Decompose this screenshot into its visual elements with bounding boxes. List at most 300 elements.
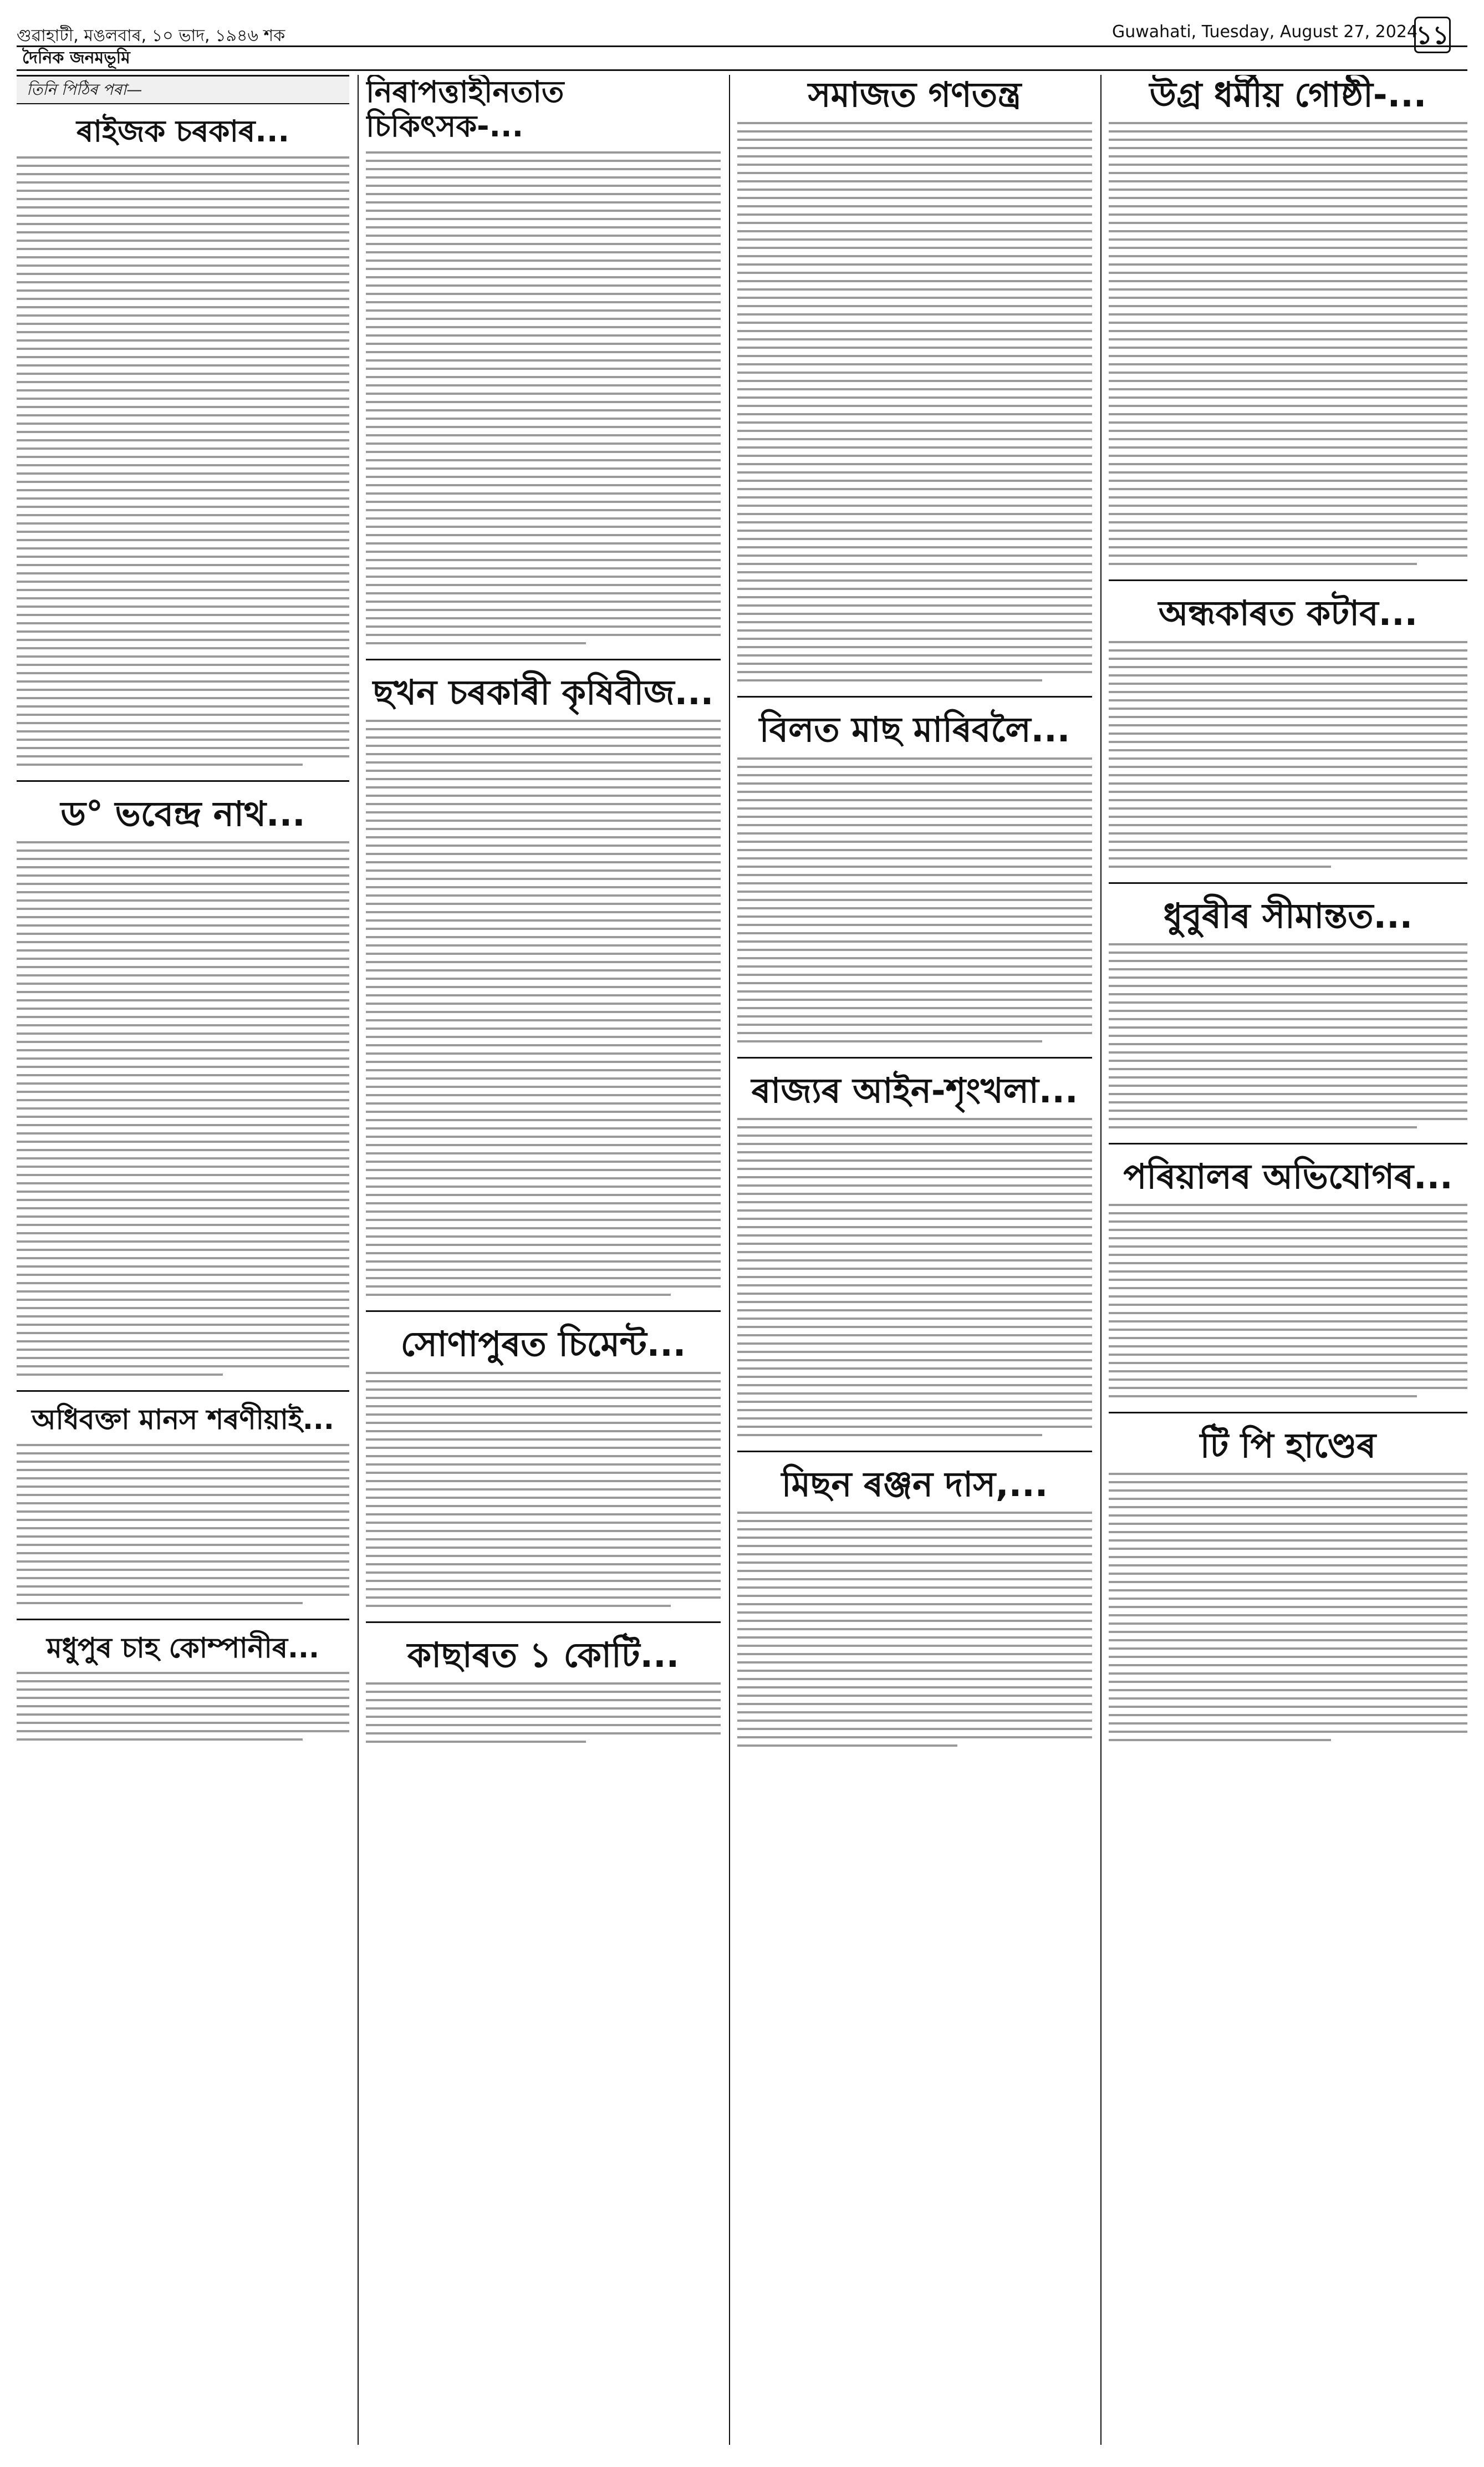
text-line: [17, 1141, 349, 1143]
text-line: [17, 966, 349, 968]
text-line: [17, 514, 349, 516]
text-line: [17, 264, 349, 267]
text-line: [17, 273, 349, 275]
text-line: [1109, 1481, 1467, 1483]
text-line: [737, 646, 1092, 648]
text-line: [366, 368, 721, 370]
page-number: ১১: [1414, 17, 1451, 53]
text-line: [366, 1061, 721, 1063]
text-line: [1109, 347, 1467, 349]
text-line: [366, 1177, 721, 1179]
text-line: [1109, 1362, 1467, 1364]
text-line: [17, 381, 349, 383]
text-line: [737, 222, 1092, 224]
text-line: [366, 1691, 721, 1693]
text-line: [17, 331, 349, 333]
article-body: [17, 156, 349, 766]
text-line: [17, 1099, 349, 1101]
article-body: [366, 1372, 721, 1607]
text-line: [366, 1422, 721, 1424]
text-line: [1109, 1506, 1467, 1508]
text-line: [1109, 538, 1467, 540]
text-line: [17, 1299, 349, 1301]
article-body: [366, 151, 721, 644]
text-line: [737, 1276, 1092, 1278]
text-line: [737, 372, 1092, 374]
text-line: [366, 944, 721, 947]
text-line: [737, 1176, 1092, 1178]
text-line: [17, 531, 349, 533]
text-line: [366, 1119, 721, 1121]
article-body: [1109, 1473, 1467, 1741]
text-line: [17, 883, 349, 885]
text-line: [1109, 496, 1467, 499]
text-line: [17, 572, 349, 574]
text-line: [366, 1086, 721, 1088]
text-line: [1109, 355, 1467, 357]
text-line: [737, 488, 1092, 490]
text-line: [17, 983, 349, 985]
column-1: [17, 75, 349, 2450]
headline[interactable]: টি পি হাণ্ডেৰ: [1200, 1425, 1376, 1466]
text-line: [17, 156, 349, 159]
text-line: [737, 932, 1092, 934]
text-line: [17, 597, 349, 599]
text-line: [17, 447, 349, 450]
text-line: [737, 1268, 1092, 1270]
text-line: [366, 226, 721, 228]
text-line: [1109, 708, 1467, 710]
text-line: [737, 238, 1092, 241]
text-line: [366, 1571, 721, 1574]
text-line: [1109, 521, 1467, 523]
text-line: [17, 556, 349, 558]
text-line: [1109, 1573, 1467, 1575]
text-line: [737, 505, 1092, 507]
text-line: [1109, 1354, 1467, 1356]
text-line: [1109, 247, 1467, 249]
text-line: [366, 243, 721, 245]
text-line: [737, 1284, 1092, 1286]
column-2: [366, 75, 721, 2450]
text-line: [17, 1730, 349, 1732]
text-line: [737, 1426, 1092, 1428]
text-line: [366, 736, 721, 739]
text-line: [1109, 272, 1467, 274]
text-line: [17, 190, 349, 192]
text-line: [17, 173, 349, 175]
text-line: [737, 247, 1092, 249]
text-line: [17, 949, 349, 952]
text-line: [737, 596, 1092, 598]
text-line: [1109, 438, 1467, 440]
text-line: [366, 201, 721, 204]
column-3: [737, 75, 1092, 2450]
text-line: [366, 795, 721, 797]
text-line: [737, 272, 1092, 274]
text-line: [1109, 832, 1467, 835]
text-line: [1109, 297, 1467, 299]
text-line: [737, 213, 1092, 216]
text-line: [1109, 1220, 1467, 1223]
text-line: [17, 1461, 349, 1463]
text-line: [737, 1545, 1092, 1547]
text-line: [17, 1510, 349, 1513]
text-line: [1109, 1639, 1467, 1641]
text-line: [737, 949, 1092, 951]
text-line: [366, 1028, 721, 1030]
text-line: [366, 1555, 721, 1557]
text-line: [366, 293, 721, 295]
text-line: [17, 1349, 349, 1351]
text-line: [17, 231, 349, 233]
text-line: [17, 356, 349, 358]
text-line: [1109, 799, 1467, 801]
text-line: [1109, 824, 1467, 826]
text-line: [1109, 985, 1467, 987]
text-line: [17, 423, 349, 425]
text-line: [1109, 733, 1467, 735]
text-line: [17, 755, 349, 757]
text-line: [1109, 1379, 1467, 1381]
text-line: [17, 1307, 349, 1309]
text-line: [366, 409, 721, 411]
article-separator: [1109, 1143, 1467, 1145]
text-line: [737, 1135, 1092, 1137]
text-line: [366, 1447, 721, 1449]
text-line: [17, 298, 349, 300]
text-line: [366, 359, 721, 362]
text-line: [366, 284, 721, 287]
text-line: [1109, 1739, 1331, 1741]
text-line: [737, 230, 1092, 232]
text-line: [1109, 1035, 1467, 1037]
text-line: [17, 841, 349, 843]
text-line: [366, 778, 721, 780]
text-line: [366, 1052, 721, 1055]
text-line: [1109, 1329, 1467, 1331]
text-line: [366, 953, 721, 955]
text-line: [366, 803, 721, 805]
headline[interactable]: ড° ভবেন্দ্ৰ নাথ...: [60, 793, 305, 835]
text-line: [366, 1127, 721, 1130]
text-line: [17, 1494, 349, 1496]
text-line: [737, 280, 1092, 282]
text-line: [737, 1168, 1092, 1170]
text-line: [737, 1645, 1092, 1647]
text-line: [1109, 505, 1467, 507]
text-line: [366, 1036, 721, 1038]
text-line: [737, 197, 1092, 199]
text-line: [737, 255, 1092, 257]
text-line: [1109, 774, 1467, 776]
text-line: [737, 471, 1092, 474]
text-line: [17, 991, 349, 993]
article-separator: [17, 780, 349, 782]
text-line: [1109, 288, 1467, 291]
text-line: [1109, 841, 1467, 843]
text-line: [1109, 322, 1467, 324]
text-line: [17, 1107, 349, 1110]
text-line: [17, 1722, 349, 1724]
text-line: [17, 564, 349, 566]
text-line: [737, 446, 1092, 449]
text-line: [1109, 1523, 1467, 1525]
text-line: [366, 986, 721, 988]
text-line: [366, 1741, 586, 1743]
text-line: [737, 1209, 1092, 1212]
text-line: [17, 406, 349, 408]
text-line: [737, 1561, 1092, 1564]
headline[interactable]: সোণাপুৰত চিমেন্ট...: [400, 1324, 686, 1365]
text-line: [737, 1434, 1042, 1436]
text-line: [737, 671, 1092, 673]
text-line: [737, 305, 1092, 307]
text-line: [17, 924, 349, 927]
text-line: [366, 1588, 721, 1590]
text-line: [366, 526, 721, 528]
text-line: [366, 1497, 721, 1499]
article-separator: [1109, 579, 1467, 581]
text-line: [17, 1672, 349, 1674]
text-line: [17, 497, 349, 500]
headline[interactable]: সমাজত গণতন্ত্ৰ: [808, 75, 1022, 115]
text-line: [737, 1586, 1092, 1589]
text-line: [1109, 968, 1467, 970]
headline[interactable]: মিছন ৰঞ্জন দাস,...: [781, 1463, 1048, 1504]
text-line: [1109, 1337, 1467, 1339]
text-line: [737, 1351, 1092, 1353]
headline[interactable]: বিলত মাছ মাৰিবলৈ...: [759, 709, 1070, 750]
text-line: [1109, 513, 1467, 515]
text-line: [1109, 413, 1467, 415]
headline[interactable]: উগ্ৰ ধৰ্মীয় গোষ্ঠী-...: [1149, 75, 1427, 115]
text-line: [366, 1269, 721, 1271]
text-line: [17, 1357, 349, 1359]
text-line: [1109, 766, 1467, 768]
text-line: [737, 1595, 1092, 1597]
text-line: [366, 820, 721, 822]
header-date-english: Guwahati, Tuesday, August 27, 2024: [1112, 22, 1417, 42]
text-line: [1109, 238, 1467, 241]
text-line: [366, 576, 721, 578]
article-family-complaint: [1109, 1157, 1467, 1397]
text-line: [366, 1003, 721, 1005]
text-line: [737, 513, 1092, 515]
text-line: [737, 189, 1092, 191]
text-line: [366, 1724, 721, 1726]
text-line: [737, 421, 1092, 424]
text-line: [1109, 1287, 1467, 1289]
text-line: [17, 1577, 349, 1579]
text-line: [1109, 1085, 1467, 1087]
text-line: [366, 567, 721, 569]
headline[interactable]: ৰাইজক চৰকাৰ...: [77, 114, 289, 149]
text-line: [1109, 1395, 1417, 1397]
text-line: [17, 664, 349, 666]
text-line: [1109, 430, 1467, 432]
headline[interactable]: ৰাজ্যৰ আইন-শৃংখলা...: [751, 1070, 1078, 1111]
text-line: [737, 588, 1092, 590]
newspaper-name: দৈনিক জনমভূমি: [22, 48, 130, 68]
text-line: [17, 1738, 303, 1741]
text-line: [737, 1201, 1092, 1203]
text-line: [737, 322, 1092, 324]
text-line: [366, 969, 721, 971]
text-line: [17, 1041, 349, 1043]
text-line: [366, 1605, 671, 1607]
text-line: [737, 297, 1092, 299]
headline[interactable]: নিৰাপত্তাহীনতাত চিকিৎসক-...: [366, 75, 564, 144]
text-line: [366, 1111, 721, 1113]
text-line: [737, 1143, 1092, 1145]
text-line: [366, 845, 721, 847]
text-line: [366, 1547, 721, 1549]
text-line: [17, 1199, 349, 1201]
text-line: [737, 1334, 1092, 1336]
text-line: [366, 1380, 721, 1382]
article-bhabendra-nath: [17, 794, 349, 1376]
text-line: [17, 1274, 349, 1276]
text-line: [366, 235, 721, 237]
text-line: [366, 861, 721, 863]
text-line: [366, 559, 721, 561]
text-line: [737, 891, 1092, 893]
headline[interactable]: অধিবক্তা মানস শৰণীয়াই...: [32, 1403, 334, 1436]
text-line: [737, 874, 1092, 876]
text-line: [1109, 1279, 1467, 1281]
text-line: [17, 1282, 349, 1284]
text-line: [1109, 849, 1467, 851]
text-line: [737, 1342, 1092, 1345]
text-line: [17, 1713, 349, 1716]
text-line: [17, 639, 349, 641]
text-line: [366, 268, 721, 270]
text-line: [1109, 1320, 1467, 1322]
text-line: [17, 364, 349, 367]
text-line: [366, 753, 721, 755]
text-line: [366, 1596, 721, 1599]
text-line: [1109, 1254, 1467, 1256]
text-line: [737, 1301, 1092, 1303]
text-line: [366, 1161, 721, 1163]
text-line: [17, 858, 349, 860]
text-line: [17, 481, 349, 483]
text-line: [366, 1455, 721, 1457]
text-line: [1109, 1514, 1467, 1517]
text-line: [737, 907, 1092, 909]
text-line: [737, 1528, 1092, 1530]
text-line: [366, 418, 721, 420]
text-line: [17, 705, 349, 708]
text-line: [17, 1519, 349, 1521]
headline[interactable]: কাছাৰত ১ কোটি...: [407, 1634, 680, 1675]
text-line: [737, 1570, 1092, 1572]
text-line: [1109, 1076, 1467, 1079]
text-line: [366, 1069, 721, 1071]
text-line: [737, 1367, 1092, 1370]
text-line: [17, 747, 349, 749]
article-manas-sarania: [17, 1404, 349, 1604]
text-line: [17, 348, 349, 350]
text-line: [1109, 943, 1467, 945]
text-line: [366, 309, 721, 312]
text-line: [1109, 666, 1467, 668]
headline[interactable]: ছখন চৰকাৰী কৃষিবীজ...: [373, 672, 714, 713]
text-line: [1109, 1118, 1467, 1120]
text-line: [366, 1194, 721, 1196]
article-tp-handique: [1109, 1426, 1467, 1741]
text-line: [1109, 683, 1467, 685]
text-line: [737, 965, 1092, 968]
text-line: [737, 1620, 1092, 1622]
text-line: [737, 974, 1092, 976]
text-line: [737, 849, 1092, 851]
text-line: [1109, 952, 1467, 954]
text-line: [17, 248, 349, 250]
headline[interactable]: পৰিয়ালৰ অভিযোগৰ...: [1123, 1156, 1453, 1197]
text-line: [17, 999, 349, 1001]
article-agri-seeds: [366, 673, 721, 1296]
text-line: [17, 941, 349, 943]
text-line: [1109, 1245, 1467, 1248]
text-line: [1109, 197, 1467, 199]
text-line: [366, 978, 721, 980]
article-law-order: [737, 1071, 1092, 1436]
text-line: [737, 164, 1092, 166]
text-line: [366, 351, 721, 353]
headline[interactable]: অন্ধকাৰত কটাব...: [1158, 593, 1418, 634]
article-body: [1109, 943, 1467, 1128]
article-separator: [366, 1310, 721, 1312]
text-line: [1109, 1498, 1467, 1500]
text-line: [737, 957, 1092, 959]
text-line: [737, 205, 1092, 207]
text-line: [1109, 1689, 1467, 1691]
text-line: [17, 974, 349, 976]
text-line: [737, 990, 1092, 993]
text-line: [1109, 280, 1467, 282]
headline[interactable]: মধুপুৰ চাহ কোম্পানীৰ...: [47, 1631, 319, 1664]
text-line: [366, 484, 721, 486]
text-line: [366, 1388, 721, 1391]
text-line: [366, 869, 721, 872]
text-line: [366, 836, 721, 838]
article-body: [737, 757, 1092, 1042]
text-line: [737, 530, 1092, 532]
headline[interactable]: ধুবুৰীৰ সীমান্তত...: [1163, 895, 1413, 936]
text-line: [1109, 180, 1467, 182]
article-separator: [737, 1451, 1092, 1452]
text-line: [1109, 563, 1417, 565]
article-separator: [366, 659, 721, 660]
text-line: [17, 722, 349, 724]
text-line: [366, 501, 721, 503]
text-line: [1109, 1731, 1467, 1733]
text-line: [737, 1744, 957, 1747]
text-line: [366, 911, 721, 913]
text-line: [1109, 960, 1467, 962]
text-line: [737, 816, 1092, 818]
article-body: [17, 841, 349, 1376]
text-line: [737, 1259, 1092, 1262]
text-line: [737, 1520, 1092, 1522]
page-header: [17, 12, 1467, 50]
text-line: [17, 1249, 349, 1251]
text-line: [366, 551, 721, 553]
text-line: [1109, 555, 1467, 557]
text-line: [737, 347, 1092, 349]
